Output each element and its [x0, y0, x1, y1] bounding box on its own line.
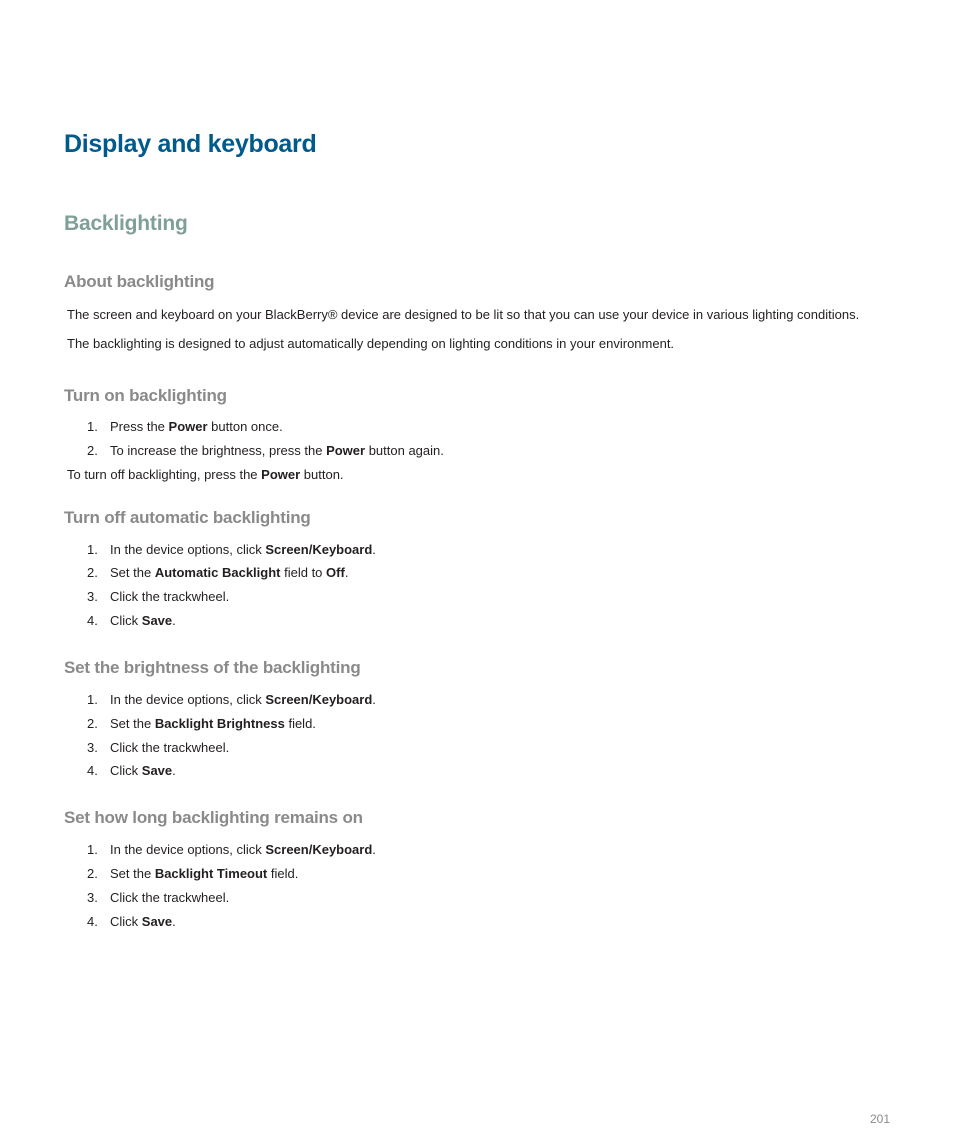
step-number: 4.: [87, 914, 98, 929]
step-text: Set the Automatic Backlight field to Off.: [110, 565, 349, 580]
step-text: In the device options, click Screen/Keyboard.: [110, 842, 376, 857]
step-text: Click the trackwheel.: [110, 589, 230, 604]
step-text: Press the Power button once.: [110, 419, 283, 434]
page-number: 201: [869, 1112, 890, 1126]
step-number: 1.: [87, 692, 98, 707]
step-number: 3.: [87, 890, 98, 905]
section-title: Backlighting: [64, 212, 188, 235]
step-number: 2.: [87, 565, 98, 580]
about-paragraph-2: The backlighting is designed to adjust automatically depending on lighting conditions in your environment.: [67, 336, 675, 351]
step-text: Click Save.: [110, 763, 176, 778]
step-text: Click the trackwheel.: [110, 890, 230, 905]
step-number: 1.: [87, 842, 98, 857]
step-number: 2.: [87, 866, 98, 881]
step-text: Click the trackwheel.: [110, 740, 230, 755]
turn-off-note: To turn off backlighting, press the Power button.: [67, 467, 344, 482]
about-heading: About backlighting: [64, 272, 215, 291]
step-text: Set the Backlight Brightness field.: [110, 716, 316, 731]
page-title: Display and keyboard: [64, 130, 317, 158]
step-number: 3.: [87, 589, 98, 604]
turn-off-auto-heading: Turn off automatic backlighting: [64, 508, 311, 527]
step-text: In the device options, click Screen/Keyboard.: [110, 542, 376, 557]
step-number: 1.: [87, 542, 98, 557]
timeout-heading: Set how long backlighting remains on: [64, 808, 363, 827]
turn-on-heading: Turn on backlighting: [64, 386, 227, 405]
brightness-heading: Set the brightness of the backlighting: [64, 658, 361, 677]
step-number: 2.: [87, 443, 98, 458]
step-text: In the device options, click Screen/Keyboard.: [110, 692, 376, 707]
step-number: 4.: [87, 613, 98, 628]
step-text: Click Save.: [110, 914, 176, 929]
step-number: 2.: [87, 716, 98, 731]
step-text: Click Save.: [110, 613, 176, 628]
step-number: 1.: [87, 419, 98, 434]
step-text: Set the Backlight Timeout field.: [110, 866, 299, 881]
step-text: To increase the brightness, press the Power button again.: [110, 443, 444, 458]
step-number: 3.: [87, 740, 98, 755]
step-number: 4.: [87, 763, 98, 778]
about-paragraph-1: The screen and keyboard on your BlackBerry® device are designed to be lit so that you can use your device in various lighting conditions.: [67, 307, 860, 322]
